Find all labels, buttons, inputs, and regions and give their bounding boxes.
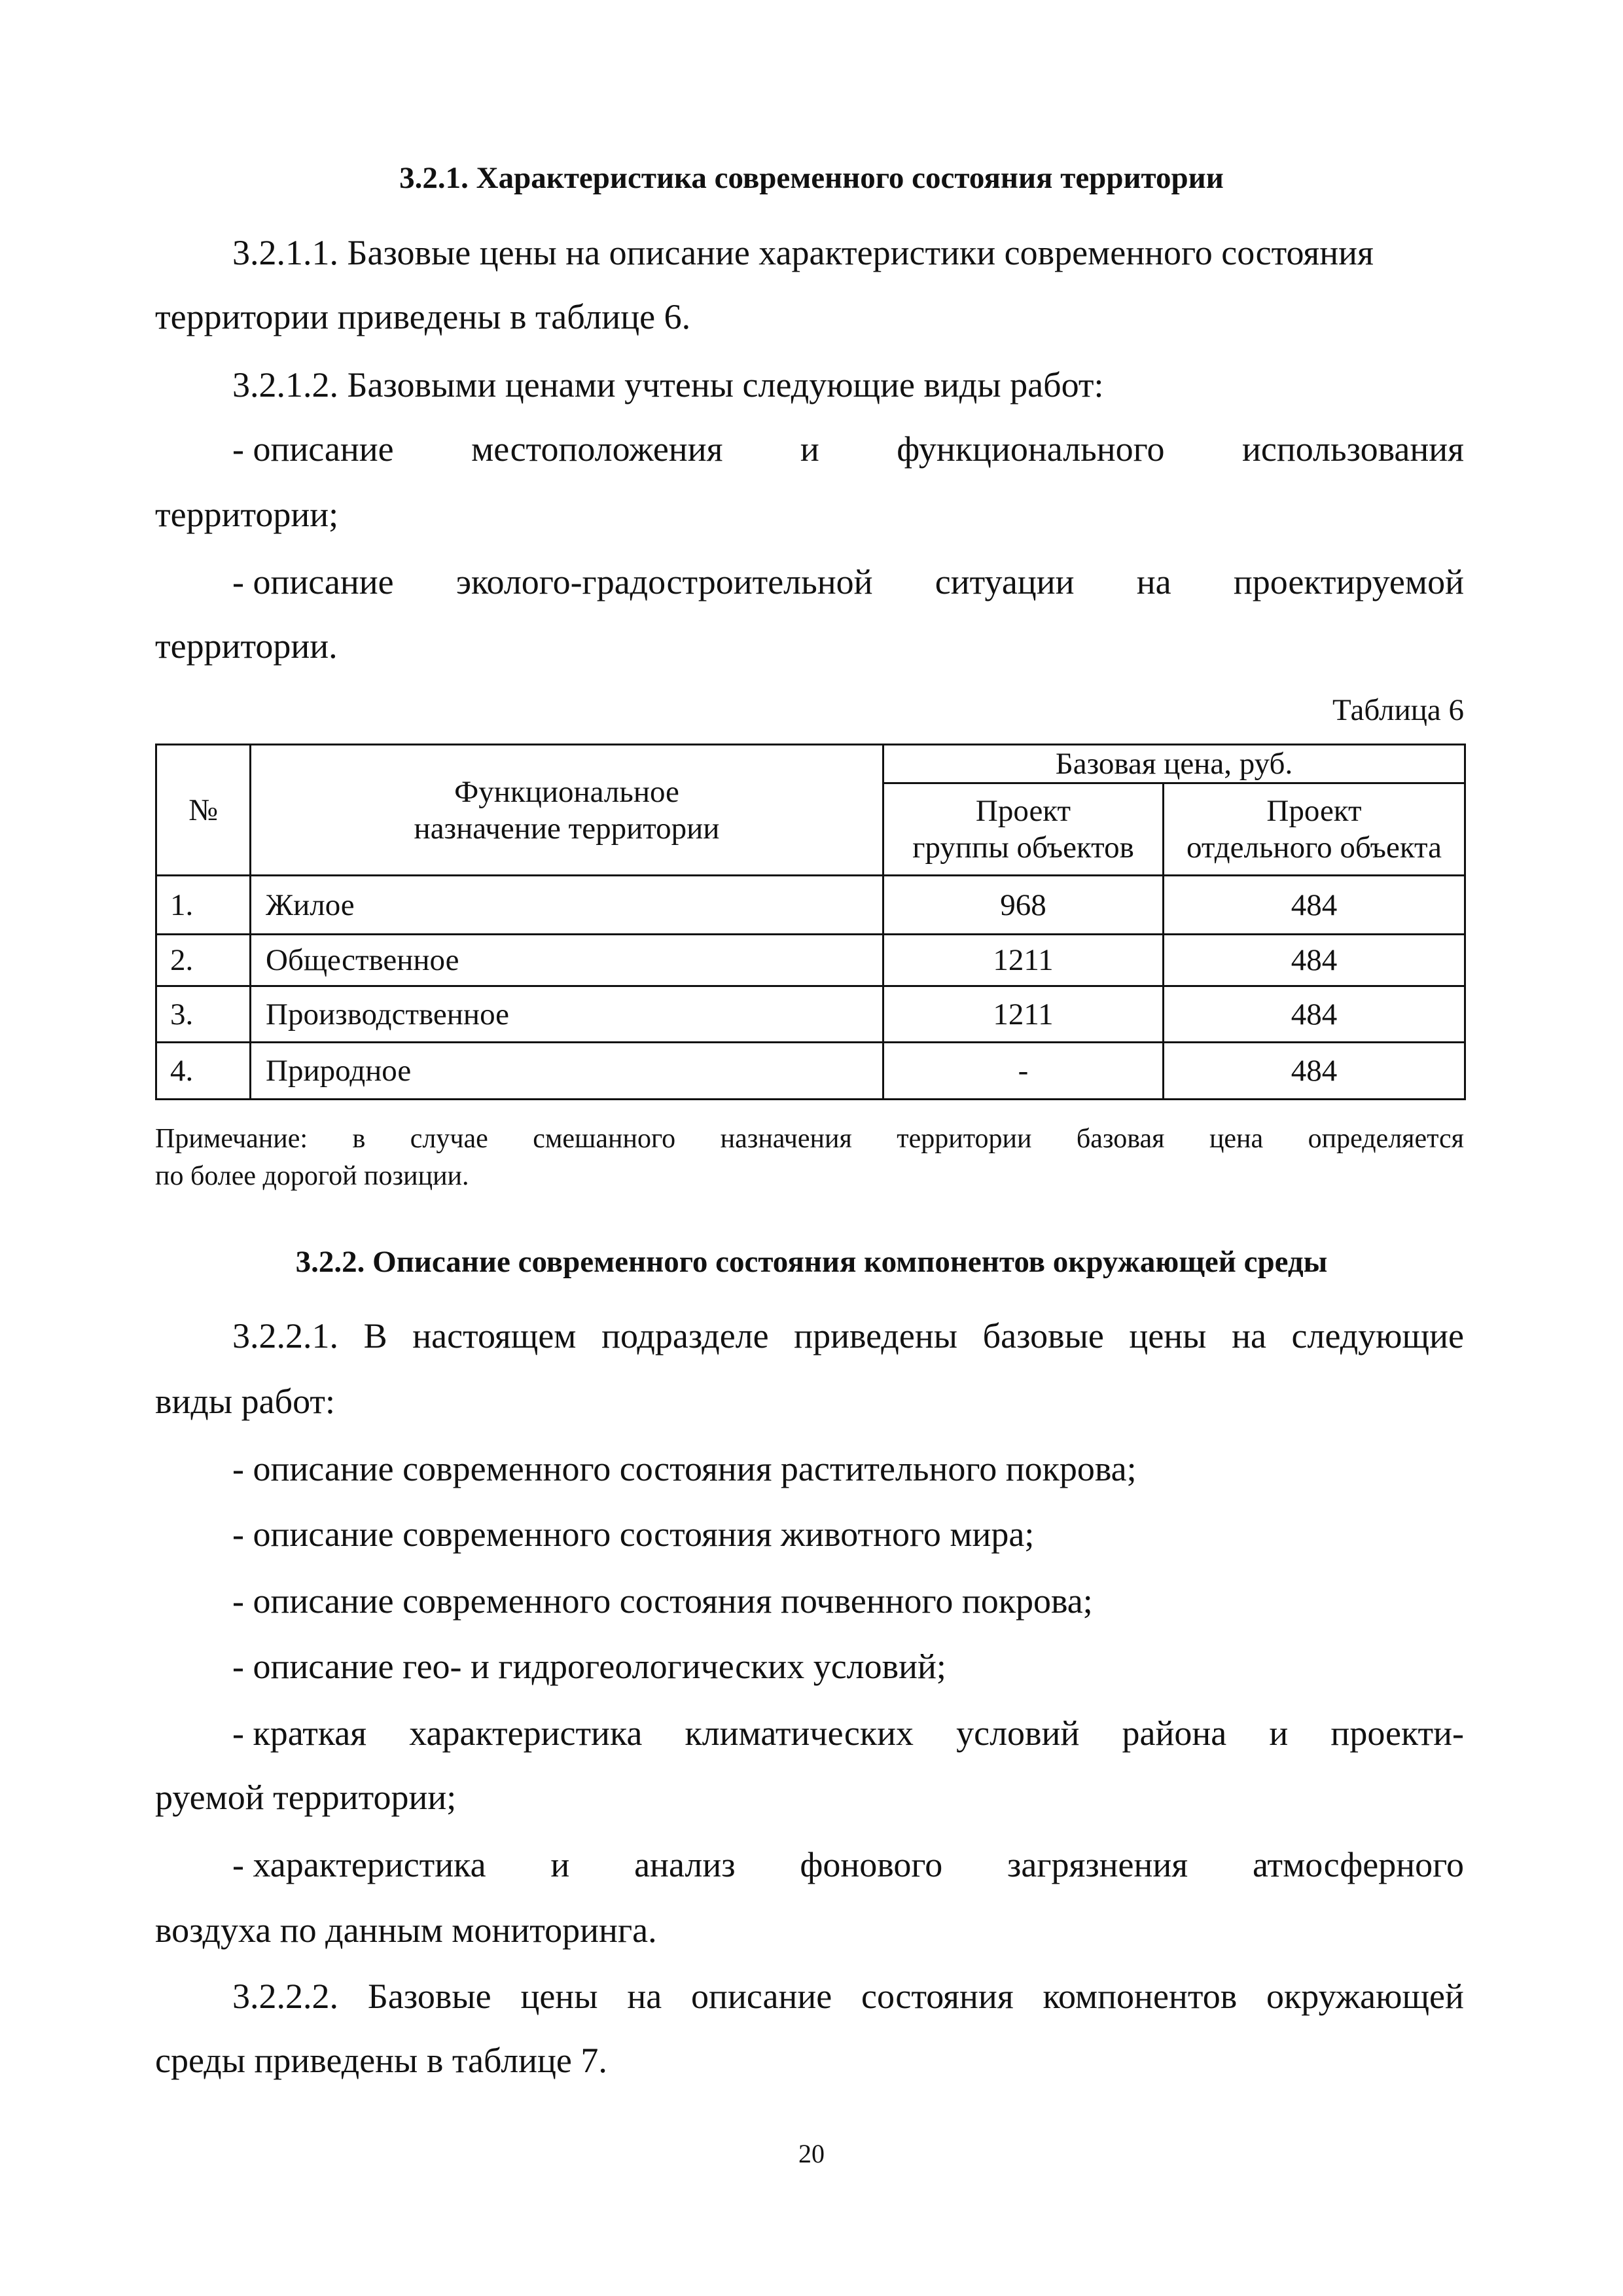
- word: фонового: [800, 1845, 943, 1884]
- word: района: [1122, 1713, 1227, 1753]
- paragraph-3-2-2-1-line1: [232, 1313, 1464, 1359]
- column-header-function-line1: Функциональное: [454, 774, 679, 809]
- price-table: [155, 744, 1466, 1100]
- word: В: [363, 1316, 387, 1355]
- row-group-price: -: [883, 1043, 1164, 1100]
- row-function: Природное: [251, 1043, 883, 1100]
- word: атмосферного: [1252, 1845, 1464, 1884]
- word: на: [1232, 1316, 1266, 1355]
- word: и: [800, 429, 819, 469]
- word: базовая: [1076, 1124, 1165, 1154]
- row-function: Жилое: [251, 876, 883, 935]
- word: компонентов: [1043, 1977, 1238, 2016]
- column-header-group-project: [883, 783, 1164, 876]
- paragraph-3-2-2-2-line2: среды приведены в таблице 7.: [155, 2041, 607, 2080]
- table-caption: Таблица 6: [1332, 693, 1464, 727]
- word: территории: [897, 1124, 1032, 1154]
- paragraph-3-2-2-2-line1: [232, 1973, 1464, 2019]
- column-header-number: №: [156, 745, 251, 876]
- row-group-price: 1211: [883, 935, 1164, 986]
- word: местоположения: [471, 429, 723, 469]
- bullet-air-pollution-line2: воздуха по данным мониторинга.: [155, 1910, 657, 1950]
- paragraph-3-2-1-2: 3.2.1.2. Базовыми ценами учтены следующие виды работ:: [232, 365, 1104, 404]
- column-header-group-line1: Проект: [975, 794, 1071, 828]
- table-note-line2: по более дорогой позиции.: [155, 1161, 469, 1191]
- bullet-climate-line1: [232, 1710, 1464, 1756]
- word: анализ: [634, 1845, 736, 1884]
- word: и: [1269, 1713, 1289, 1753]
- word: условий: [956, 1713, 1080, 1753]
- bullet-climate-line2: руемой территории;: [155, 1778, 457, 1817]
- word: загрязнения: [1007, 1845, 1188, 1884]
- table-row: [156, 1043, 1465, 1100]
- word: на: [627, 1977, 662, 2016]
- row-number: 2.: [156, 935, 251, 986]
- word: базовые: [982, 1316, 1104, 1355]
- table-note-line1: [155, 1121, 1464, 1157]
- word: описание: [691, 1977, 832, 2016]
- word: климатических: [685, 1713, 914, 1753]
- row-number: 3.: [156, 986, 251, 1043]
- column-header-group-line2: группы объектов: [912, 831, 1134, 865]
- row-number: 1.: [156, 876, 251, 935]
- word: цена: [1209, 1124, 1264, 1154]
- column-header-base-price: Базовая цена, руб.: [883, 745, 1465, 783]
- column-header-single-project: [1164, 783, 1465, 876]
- paragraph-3-2-1-1-line2: территории приведены в таблице 6.: [155, 297, 691, 336]
- row-single-price: 484: [1164, 876, 1465, 935]
- word: 3.2.2.1.: [232, 1316, 338, 1355]
- word: проекти-: [1330, 1713, 1464, 1753]
- bullet-location-line1: [232, 426, 1464, 472]
- row-function: Производственное: [251, 986, 883, 1043]
- word: - описание: [232, 562, 394, 601]
- page-number: 20: [798, 2139, 825, 2168]
- word: цены: [1129, 1316, 1207, 1355]
- word: окружающей: [1266, 1977, 1464, 2016]
- word: характеристика: [409, 1713, 643, 1753]
- table-header-row: [156, 745, 1465, 783]
- word: состояния: [861, 1977, 1014, 2016]
- word: настоящем: [412, 1316, 577, 1355]
- word: использования: [1241, 429, 1464, 469]
- word: цены: [520, 1977, 598, 2016]
- bullet-vegetation: - описание современного состояния растительного покрова;: [232, 1449, 1137, 1488]
- table-row: [156, 935, 1465, 986]
- word: функционального: [897, 429, 1165, 469]
- bullet-soil: - описание современного состояния почвенного покрова;: [232, 1581, 1093, 1621]
- word: - характеристика: [232, 1845, 486, 1884]
- column-header-single-line2: отдельного объекта: [1186, 831, 1442, 865]
- row-single-price: 484: [1164, 986, 1465, 1043]
- column-header-single-line1: Проект: [1266, 794, 1362, 828]
- word: на: [1136, 562, 1171, 601]
- word: случае: [410, 1124, 488, 1154]
- bullet-eco-situation-line1: [232, 559, 1464, 605]
- word: 3.2.2.2.: [232, 1977, 338, 2016]
- word: - краткая: [232, 1713, 367, 1753]
- row-function: Общественное: [251, 935, 883, 986]
- paragraph-3-2-1-1-line1: 3.2.1.1. Базовые цены на описание характеристики современного состояния: [232, 233, 1374, 272]
- word: назначения: [720, 1124, 852, 1154]
- row-group-price: 1211: [883, 986, 1164, 1043]
- row-single-price: 484: [1164, 1043, 1465, 1100]
- word: подразделе: [601, 1316, 769, 1355]
- word: определяется: [1308, 1124, 1464, 1154]
- word: приведены: [794, 1316, 958, 1355]
- paragraph-3-2-2-1-line2: виды работ:: [155, 1382, 335, 1421]
- bullet-geology: - описание гео- и гидрогеологических условий;: [232, 1647, 946, 1686]
- section-heading-3-2-1: 3.2.1. Характеристика современного состояния территории: [399, 161, 1224, 195]
- word: проектируемой: [1233, 562, 1464, 601]
- table-row: [156, 876, 1465, 935]
- word: и: [550, 1845, 570, 1884]
- section-heading-3-2-2: 3.2.2. Описание современного состояния компонентов окружающей среды: [295, 1245, 1328, 1279]
- column-header-function: [251, 745, 883, 876]
- word: следующие: [1291, 1316, 1464, 1355]
- word: ситуации: [935, 562, 1075, 601]
- row-group-price: 968: [883, 876, 1164, 935]
- bullet-location-line2: территории;: [155, 495, 339, 534]
- word: Базовые: [367, 1977, 491, 2016]
- bullet-air-pollution-line1: [232, 1842, 1464, 1888]
- bullet-eco-situation-line2: территории.: [155, 626, 338, 666]
- word: Примечание:: [155, 1124, 308, 1154]
- table-row: [156, 986, 1465, 1043]
- bullet-fauna: - описание современного состояния животного мира;: [232, 1515, 1035, 1554]
- word: - описание: [232, 429, 394, 469]
- word: в: [352, 1124, 366, 1154]
- row-single-price: 484: [1164, 935, 1465, 986]
- word: смешанного: [533, 1124, 676, 1154]
- word: эколого-градостроительной: [455, 562, 873, 601]
- column-header-function-line2: назначение территории: [414, 811, 720, 846]
- row-number: 4.: [156, 1043, 251, 1100]
